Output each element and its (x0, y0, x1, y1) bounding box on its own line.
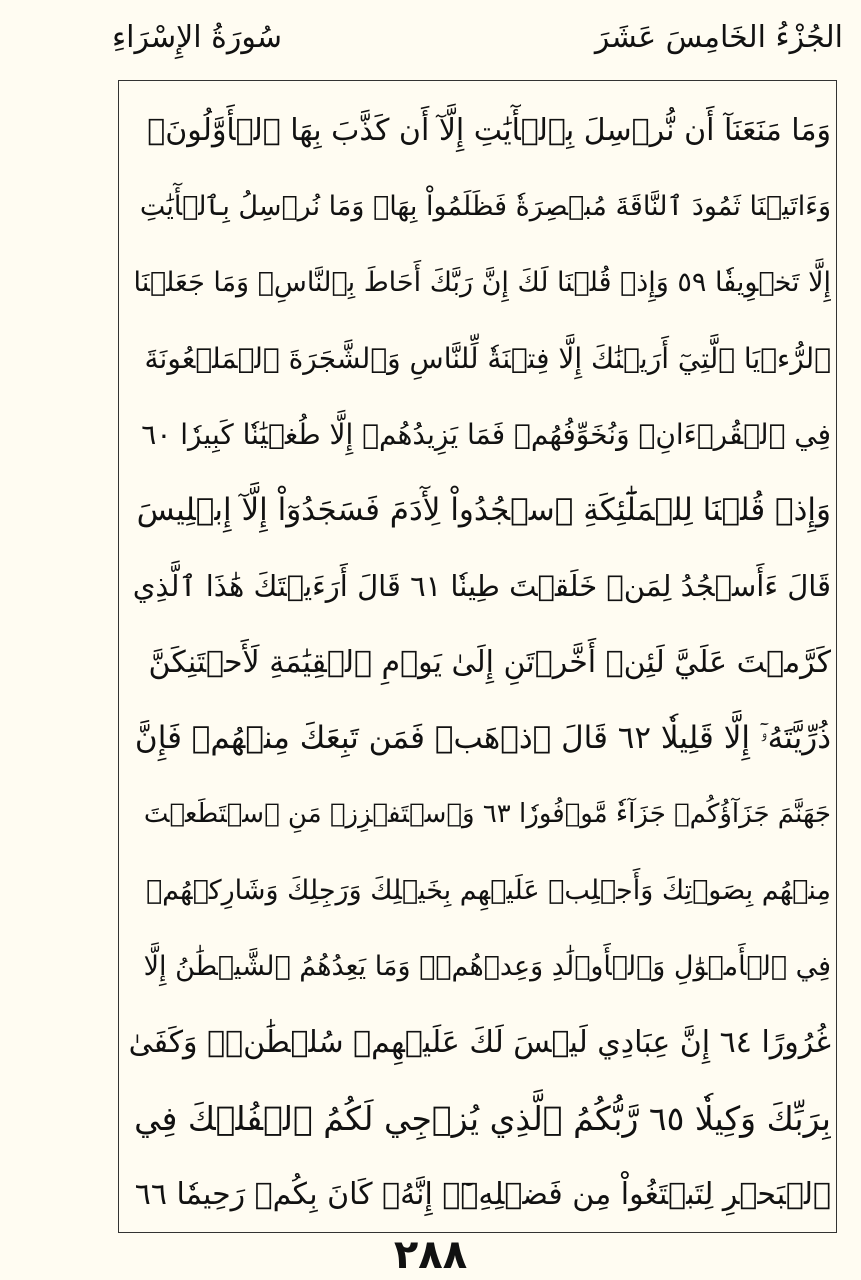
text-line: ذُرِّيَّتَهُۥٓ إِلَّا قَلِيلٗا ٦٢ قَالَ ٱذۡهَبۡ فَمَن تَبِعَكَ مِنۡهُمۡ فَإِنَّ (134, 719, 831, 756)
text-line: بِرَبِّكَ وَكِيلٗا ٦٥ رَّبُّكُمُ ٱلَّذِي يُزۡجِي لَكُمُ ٱلۡفُلۡكَ فِي (134, 1098, 831, 1138)
text-line: كَرَّمۡتَ عَلَيَّ لَئِنۡ أَخَّرۡتَنِ إِلَىٰ يَوۡمِ ٱلۡقِيَٰمَةِ لَأَحۡتَنِكَنَّ (148, 644, 831, 680)
quran-text (128, 92, 831, 1232)
text-line: مِنۡهُم بِصَوۡتِكَ وَأَجۡلِبۡ عَلَيۡهِم بِخَيۡلِكَ وَرَجِلِكَ وَشَارِكۡهُمۡ (145, 874, 831, 906)
page-header (0, 0, 861, 78)
text-line: ٱلۡبَحۡرِ لِتَبۡتَغُواْ مِن فَضۡلِهِۦٓۚ إِنَّهُۥ كَانَ بِكُمۡ رَحِيمٗا ٦٦ (134, 1176, 831, 1212)
text-line: وَءَاتَيۡنَا ثَمُودَ ٱلنَّاقَةَ مُبۡصِرَةٗ فَظَلَمُواْ بِهَاۚ وَمَا نُرۡسِلُ بِٱلۡأٓيَٰتِ (139, 190, 831, 222)
text-line: إِلَّا تَخۡوِيفٗا ٥٩ وَإِذۡ قُلۡنَا لَكَ إِنَّ رَبَّكَ أَحَاطَ بِٱلنَّاسِۚ وَمَا جَعَلۡنَا (133, 266, 831, 298)
text-line: ٱلرُّءۡيَا ٱلَّتِيٓ أَرَيۡنَٰكَ إِلَّا فِتۡنَةٗ لِّلنَّاسِ وَٱلشَّجَرَةَ ٱلۡمَلۡعُونَةَ (144, 341, 831, 375)
surah-title: سُورَةُ الإِسْرَاءِ (112, 20, 282, 55)
juz-title: الجُزْءُ الخَامِسَ عَشَرَ (594, 20, 843, 55)
text-line: فِي ٱلۡقُرۡءَانِۚ وَنُخَوِّفُهُمۡ فَمَا يَزِيدُهُمۡ إِلَّا طُغۡيَٰنٗا كَبِيرٗا ٦٠ (141, 417, 831, 451)
text-line: وَإِذۡ قُلۡنَا لِلۡمَلَٰٓئِكَةِ ٱسۡجُدُواْ لِأٓدَمَ فَسَجَدُوٓاْ إِلَّآ إِبۡلِيسَ (136, 492, 831, 528)
text-line: غُرُورًا ٦٤ إِنَّ عِبَادِي لَيۡسَ لَكَ عَلَيۡهِمۡ سُلۡطَٰنٞۚ وَكَفَىٰ (128, 1024, 831, 1060)
text-line: وَمَا مَنَعَنَآ أَن نُّرۡسِلَ بِٱلۡأٓيَٰتِ إِلَّآ أَن كَذَّبَ بِهَا ٱلۡأَوَّلُونَۚ (147, 112, 831, 148)
text-line: قَالَ ءَأَسۡجُدُ لِمَنۡ خَلَقۡتَ طِينٗا ٦١ قَالَ أَرَءَيۡتَكَ هَٰذَا ٱلَّذِي (132, 569, 831, 603)
page-number: ٢٨٨ (393, 1232, 468, 1278)
text-line: جَهَنَّمَ جَزَآؤُكُمۡ جَزَآءٗ مَّوۡفُورٗا ٦٣ وَٱسۡتَفۡزِزۡ مَنِ ٱسۡتَطَعۡتَ (143, 799, 831, 829)
text-line: فِي ٱلۡأَمۡوَٰلِ وَٱلۡأَوۡلَٰدِ وَعِدۡهُمۡۚ وَمَا يَعِدُهُمُ ٱلشَّيۡطَٰنُ إِلَّا (143, 950, 831, 982)
